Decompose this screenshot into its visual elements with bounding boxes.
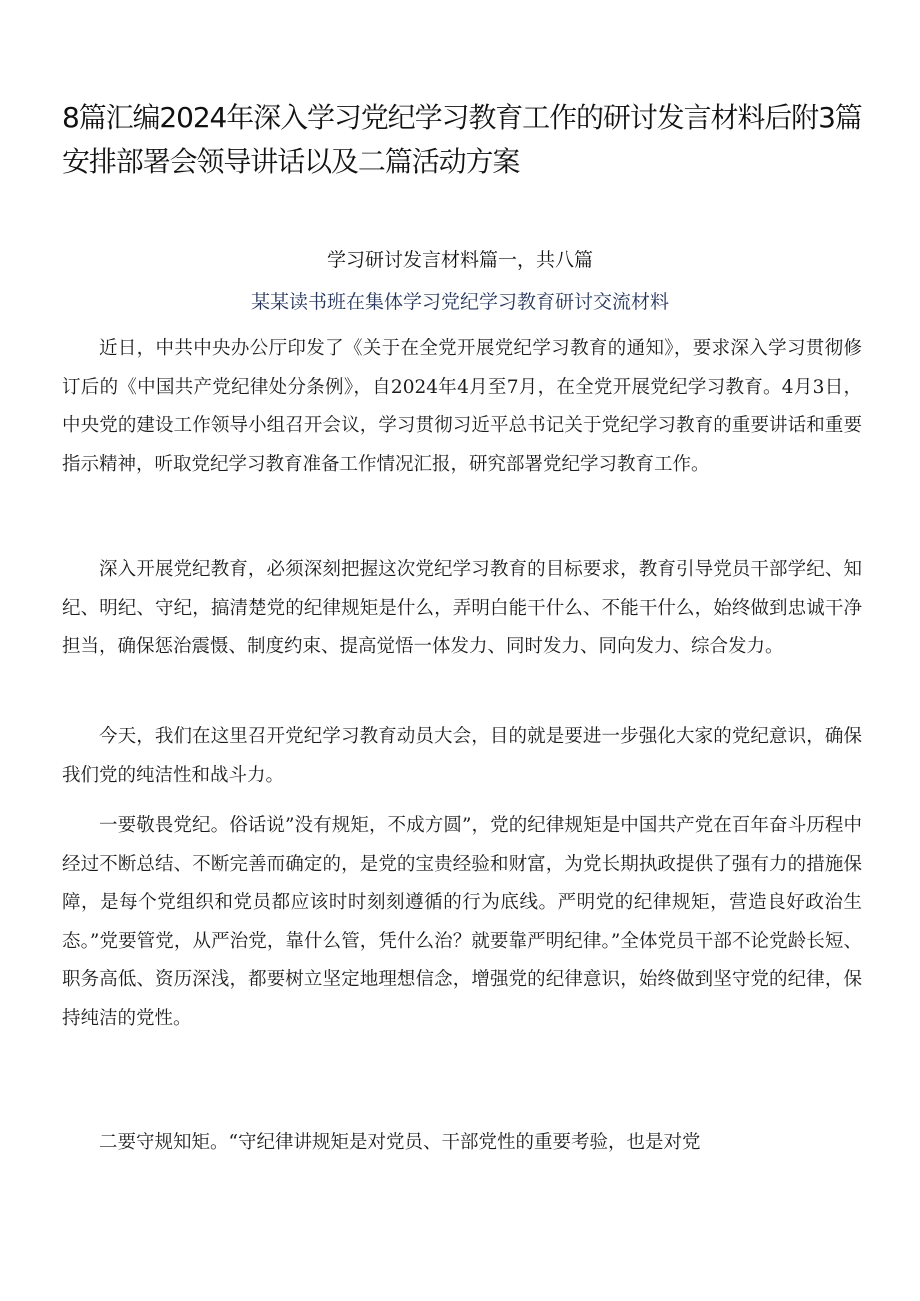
article-title: 某某读书班在集体学习党纪学习教育研讨交流材料 xyxy=(250,291,669,313)
section-heading: 学习研讨发言材料篇一，共八篇 xyxy=(326,249,593,271)
body-paragraph-3: 今天，我们在这里召开党纪学习教育动员大会，目的就是要进一步强化大家的党纪意识，确保我们党的纯洁性和战斗力。 xyxy=(62,726,862,786)
body-paragraph-1: 近日，中共中央办公厅印发了《关于在全党开展党纪学习教育的通知》，要求深入学习贯彻修订后的《中国共产党纪律处分条例》，自2024年4月至7月，在全党开展党纪学习教育。4月3日，中央党的建设工作领导小组召开会议，学习贯彻习近平总书记关于党纪学习教育的重要讲话和重要指示精神，听取党纪学习教育准备工作情况汇报，研究部署党纪学习教育工作。 xyxy=(62,338,862,475)
document-title: 8篇汇编2024年深入学习党纪学习教育工作的研讨发言材料后附3篇安排部署会领导讲话以及二篇活动方案 xyxy=(62,101,862,178)
body-paragraph-4: 一要敬畏党纪。俗话说”没有规矩，不成方圆”，党的纪律规矩是中国共产党在百年奋斗历程中经过不断总结、不断完善而确定的，是党的宝贵经验和财富，为党长期执政提供了强有力的措施保障，是每个党组织和党员都应该时时刻刻遵循的行为底线。严明党的纪律规矩，营造良好政治生态。”党要管党，从严治党，靠什么管，凭什么治？就要靠严明纪律。”全体党员干部不论党龄长短、职务高低、资历深浅，都要树立坚定地理想信念，增强党的纪律意识，始终做到坚守党的纪律，保持纯洁的党性。 xyxy=(62,815,862,1029)
body-paragraph-2: 深入开展党纪教育，必须深刻把握这次党纪学习教育的目标要求，教育引导党员干部学纪、知纪、明纪、守纪，搞清楚党的纪律规矩是什么，弄明白能干什么、不能干什么，始终做到忠诚干净担当，确保惩治震慑、制度约束、提高觉悟一体发力、同时发力、同向发力、综合发力。 xyxy=(62,559,862,658)
body-paragraph-5: 二要守规知矩。“守纪律讲规矩是对党员、干部党性的重要考验，也是对党 xyxy=(99,1132,701,1153)
